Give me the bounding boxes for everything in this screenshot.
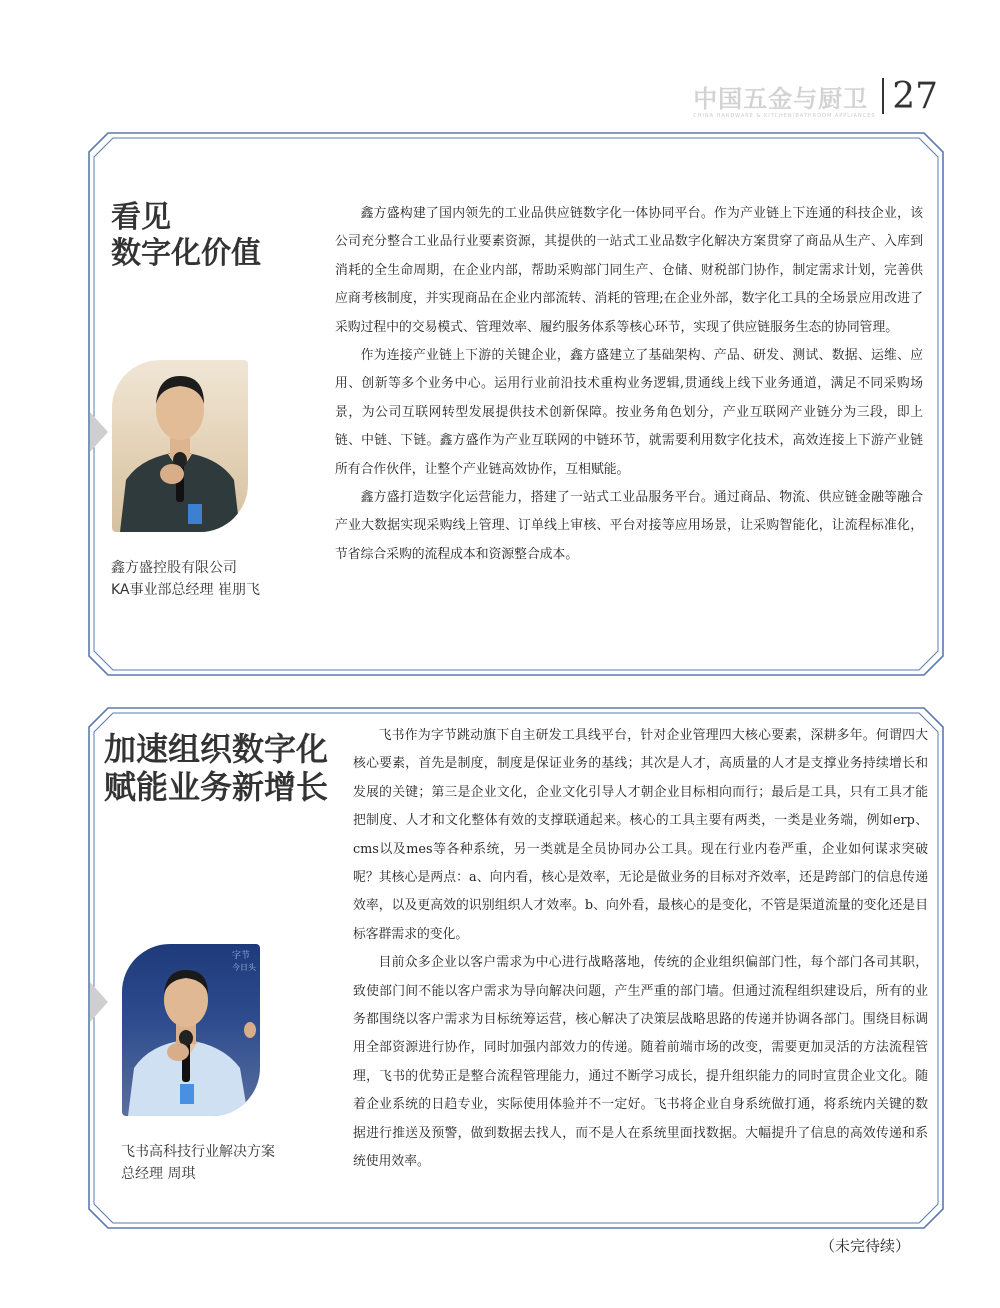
section1-title: [111, 200, 261, 272]
header-divider: [882, 78, 884, 114]
speaker1-title: KA事业部总经理 崔朋飞: [111, 582, 260, 599]
speaker1-figure: [112, 360, 248, 532]
section1-side-tab: [90, 412, 108, 452]
to-be-continued: （未完待续）: [819, 1237, 910, 1255]
magazine-brand: 中国五金与厨卫: [693, 84, 869, 113]
speaker2-caption: [121, 1141, 275, 1186]
page-number: 27: [892, 75, 938, 117]
speaker1-photo: [112, 360, 248, 532]
section1-title-line2: 数字化价值: [111, 236, 261, 271]
section2-body: [353, 722, 928, 1177]
speaker1-company: 鑫方盛控股有限公司: [111, 560, 237, 576]
section2-title-line1: 加速组织数字化: [104, 730, 329, 768]
section1-title-line1: 看见: [111, 200, 171, 235]
backdrop-text-2: 今日头: [232, 963, 256, 972]
speaker2-photo: [122, 944, 260, 1116]
section1-body: [335, 200, 923, 569]
section2-side-tab: [90, 982, 108, 1022]
section1-paragraph-1: 鑫方盛构建了国内领先的工业品供应链数字化一体协同平台。作为产业链上下连通的科技企业，该公司充分整合工业品行业要素资源，其提供的一站式工业品数字化解决方案贯穿了商品从生产、入库到消耗的全生命周期，在企业内部，帮助采购部门同生产、仓储、财税部门协作，制定需求计划，完善供应商考核制度，并实现商品在企业内部流转、消耗的管理;在企业外部，数字化工具的全场景应用改进了采购过程中的交易模式、管理效率、履约服务体系等核心环节，实现了供应链服务生态的协同管理。: [335, 206, 923, 335]
backdrop-text-1: 字节: [232, 951, 251, 961]
section2-paragraph-1: 飞书作为字节跳动旗下自主研发工具线平台，针对企业管理四大核心要素，深耕多年。何谓四大核心要素，首先是制度，制度是保证业务的基线；其次是人才，高质量的人才是支撑业务持续增长和发展的关键；第三是企业文化，企业文化引导人才朝企业目标相向而行；最后是工具，只有工具才能把制度、人才和文化整体有效的支撑联通起来。核心的工具主要有两类，一类是业务端，例如erp、cms以及mes等各种系统，另一类就是全员协同办公工具。现在行业内卷严重，企业如何谋求突破呢？其核心是两点：a、向内看，核心是效率，无论是做业务的目标对齐效率，还是跨部门的信息传递效率，以及更高效的识别组织人才效率。b、向外看，最核心的是变化，不管是渠道流量的变化还是目标客群需求的变化。: [353, 728, 928, 942]
magazine-logo: [693, 79, 882, 119]
speaker2-title: 总经理 周琪: [121, 1166, 196, 1183]
speaker2-company: 飞书高科技行业解决方案: [121, 1144, 275, 1160]
section2-title: [104, 730, 328, 807]
section1-paragraph-2: 作为连接产业链上下游的关键企业，鑫方盛建立了基础架构、产品、研发、测试、数据、运维、应用、创新等多个业务中心。运用行业前沿技术重构业务逻辑,贯通线上线下业务通道，满足不同采购场景，为公司互联网转型发展提供技术创新保障。按业务角色划分，产业互联网产业链分为三段，即上链、中链、下链。鑫方盛作为产业互联网的中链环节，就需要利用数字化技术，高效连接上下游产业链所有合作伙伴，让整个产业链高效协作，互相赋能。: [335, 348, 923, 477]
page-header: [693, 74, 938, 118]
speaker1-caption: [111, 557, 260, 602]
magazine-brand-subtitle: CHINA HARDWARE & KITCHEN/BATHROOM APPLIANCES: [693, 112, 876, 119]
section2-title-line2: 赋能业务新增长: [104, 768, 329, 807]
section2-paragraph-2: 目前众多企业以客户需求为中心进行战略落地，传统的企业组织偏部门性，每个部门各司其职，致使部门间不能以客户需求为导向解决问题，产生严重的部门墙。但通过流程组织建设后，所有的业务都围绕以客户需求为目标统筹运营，核心解决了决策层战略思路的传递并协调各部门。围绕目标调用全部资源进行协作，同时加强内部效力的传递。随着前端市场的改变，需要更加灵活的方法流程管理，飞书的优势正是整合流程管理能力，通过不断学习成长，提升组织能力的同时宣贯企业文化。随着企业系统的日趋专业，实际使用体验并不一定好。飞书将企业自身系统做打通，将系统内关键的数据进行推送及预警，做到数据去找人，而不是人在系统里面找数据。大幅提升了信息的高效传递和系统使用效率。: [353, 955, 928, 1170]
speaker2-figure: [122, 944, 260, 1116]
section1-paragraph-3: 鑫方盛打造数字化运营能力，搭建了一站式工业品服务平台。通过商品、物流、供应链金融等融合产业大数据实现采购线上管理、订单线上审核、平台对接等应用场景，让采购智能化，让流程标准化，节省综合采购的流程成本和资源整合成本。: [335, 490, 923, 562]
